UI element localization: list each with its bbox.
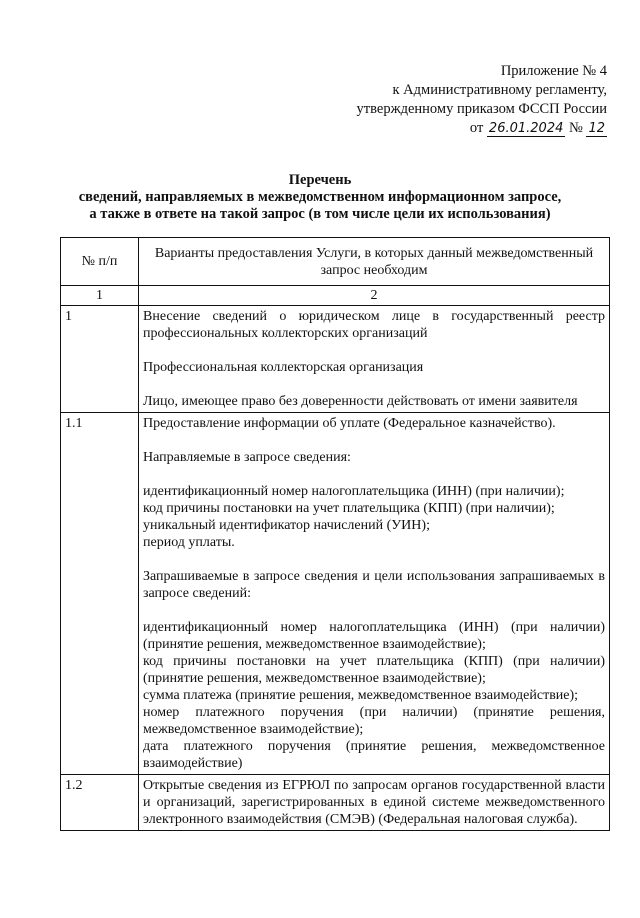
table-row (61, 413, 610, 775)
appendix-title: Приложение № 4 (500, 63, 607, 79)
sent-list (143, 483, 605, 551)
row-number: 1.1 (61, 413, 139, 775)
req-heading: Запрашиваемые в запросе сведения и цели использования запрашиваемых в запросе сведений: (143, 569, 605, 601)
title-line-2: сведений, направляемых в межведомственном информационном запросе, (78, 189, 562, 205)
list-item: номер платежного поручения (при наличии) (принятие решения, межведомственное взаимодействие); (143, 705, 605, 737)
table-row (61, 306, 610, 413)
list-item: идентификационный номер налогоплательщика (ИНН) (при наличии) (принятие решения, межведомственное взаимодействие); (143, 620, 605, 652)
title-line-3: а также в ответе на такой запрос (в том числе цели их использования) (89, 206, 551, 222)
header-variants: Варианты предоставления Услуги, в которых данный межведомственный запрос необходим (139, 238, 610, 286)
list-item: период уплаты. (143, 535, 235, 550)
table-row (61, 775, 610, 831)
list-item: сумма платежа (принятие решения, межведомственное взаимодействие); (143, 688, 579, 703)
column-number-2: 2 (139, 286, 610, 306)
appendix-block (357, 62, 607, 138)
req-list (143, 619, 605, 772)
row-paragraph: Внесение сведений о юридическом лице в государственный реестр профессиональных коллекторских организаций (143, 309, 605, 341)
date-value: 26.01.2024 (488, 121, 564, 136)
header-number: № п/п (61, 238, 139, 286)
table-header-row (61, 238, 610, 286)
list-item: идентификационный номер налогоплательщика (ИНН) (при наличии); (143, 484, 565, 499)
number-prefix: № (568, 120, 583, 136)
row-number: 1.2 (61, 775, 139, 831)
row-content (139, 413, 610, 775)
list-item: код причины постановки на учет плательщика (КПП) (при наличии) (принятие решения, межведомственное взаимодействие); (143, 654, 605, 686)
list-item: код причины постановки на учет плательщика (КПП) (при наличии); (143, 501, 555, 516)
document-title (40, 172, 600, 223)
list-item: уникальный идентификатор начислений (УИН); (143, 518, 430, 533)
row-intro: Предоставление информации об уплате (Федеральное казначейство). (143, 416, 556, 431)
row-paragraph: Профессиональная коллекторская организация (143, 360, 424, 375)
number-value: 12 (588, 121, 605, 136)
row-content (139, 306, 610, 413)
title-line-1: Перечень (288, 172, 352, 188)
row-content (139, 775, 610, 831)
column-number-1: 1 (61, 286, 139, 306)
appendix-order: утвержденному приказом ФССП России (356, 101, 607, 117)
row-number: 1 (61, 306, 139, 413)
appendix-date-line (357, 119, 607, 138)
list-item: дата платежного поручения (принятие решения, межведомственное взаимодействие) (143, 739, 605, 771)
date-prefix: от (469, 120, 484, 136)
row-paragraph: Лицо, имеющее право без доверенности действовать от имени заявителя (143, 394, 578, 409)
data-table (60, 237, 610, 831)
column-number-row (61, 286, 610, 306)
appendix-reference: к Административному регламенту, (392, 82, 607, 98)
sent-heading: Направляемые в запросе сведения: (143, 450, 351, 465)
row-paragraph: Открытые сведения из ЕГРЮЛ по запросам органов государственной власти и организаций, зарегистрированных в единой системе межведомственного электронного взаимодействия (СМЭВ) (Федеральная налоговая служба). (143, 778, 605, 827)
